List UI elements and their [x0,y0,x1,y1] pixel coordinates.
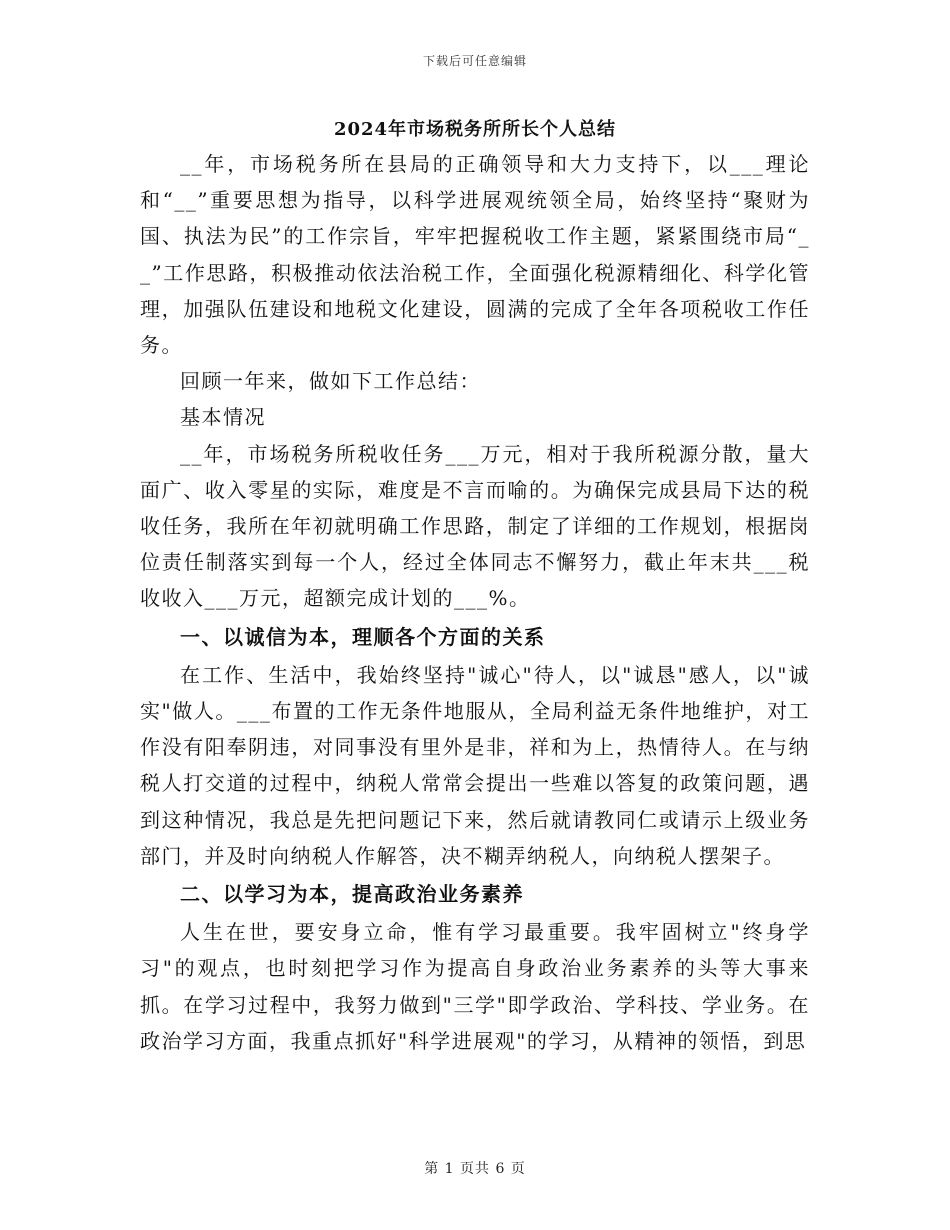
document-title: 2024年市场税务所所长个人总结 [333,119,617,140]
paragraph-basic-situation: __年，市场税务所税收任务___万元，相对于我所税源分散，量大面广、收入零星的实际，难度是不言而喻的。为确保完成县局下达的税收任务，我所在年初就明确工作思路，制定了详细的工作规划，根据岗位责任制落实到每一个人，经过全体同志不懈努力，截止年末共___税收收入___万元，超额完成计划的___%。 [140,441,810,611]
paragraph-intro: __年，市场税务所在县局的正确领导和大力支持下，以___理论和“__”重要思想为指导，以科学进展观统领全局，始终坚持“聚财为国、执法为民”的工作宗旨，牢牢把握税收工作主题，紧紧围绕市局“__”工作思路，积极推动依法治税工作，全面强化税源精细化、科学化管理，加强队伍建设和地税文化建设，圆满的完成了全年各项税收工作任务。 [140,152,810,358]
section-heading-integrity: 一、以诚信为本，理顺各个方面的关系 [180,624,546,649]
paragraph-integrity: 在工作、生活中，我始终坚持"诚心"待人，以"诚恳"感人，以"诚实"做人。___布置的工作无条件地服从，全局利益无条件地维护，对工作没有阳奉阴违，对同事没有里外是非，祥和为上，热情待人。在与纳税人打交道的过程中，纳税人常常会提出一些难以答复的政策问题，遇到这种情况，我总是先把问题记下来，然后就请教同仁或请示上级业务部门，并及时向纳税人作解答，决不糊弄纳税人，向纳税人摆架子。 [140,662,810,868]
section-heading-learning: 二、以学习为本，提高政治业务素养 [180,882,524,907]
paragraph-basic-label: 基本情况 [180,405,266,430]
paragraph-learning: 人生在世，要安身立命，惟有学习最重要。我牢固树立"终身学习"的观点，也时刻把学习作为提高自身政治业务素养的头等大事来抓。在学习过程中，我努力做到"三学"即学政治、学科技、学业务。在政治学习方面，我重点抓好"科学进展观"的学习，从精神的领悟，到思 [140,920,810,1053]
page-number: 第 1 页共 6 页 [424,1161,526,1177]
paragraph-review: 回顾一年来，做如下工作总结： [180,369,481,394]
document-body [140,146,810,1059]
header-note: 下载后可任意编辑 [422,54,527,68]
